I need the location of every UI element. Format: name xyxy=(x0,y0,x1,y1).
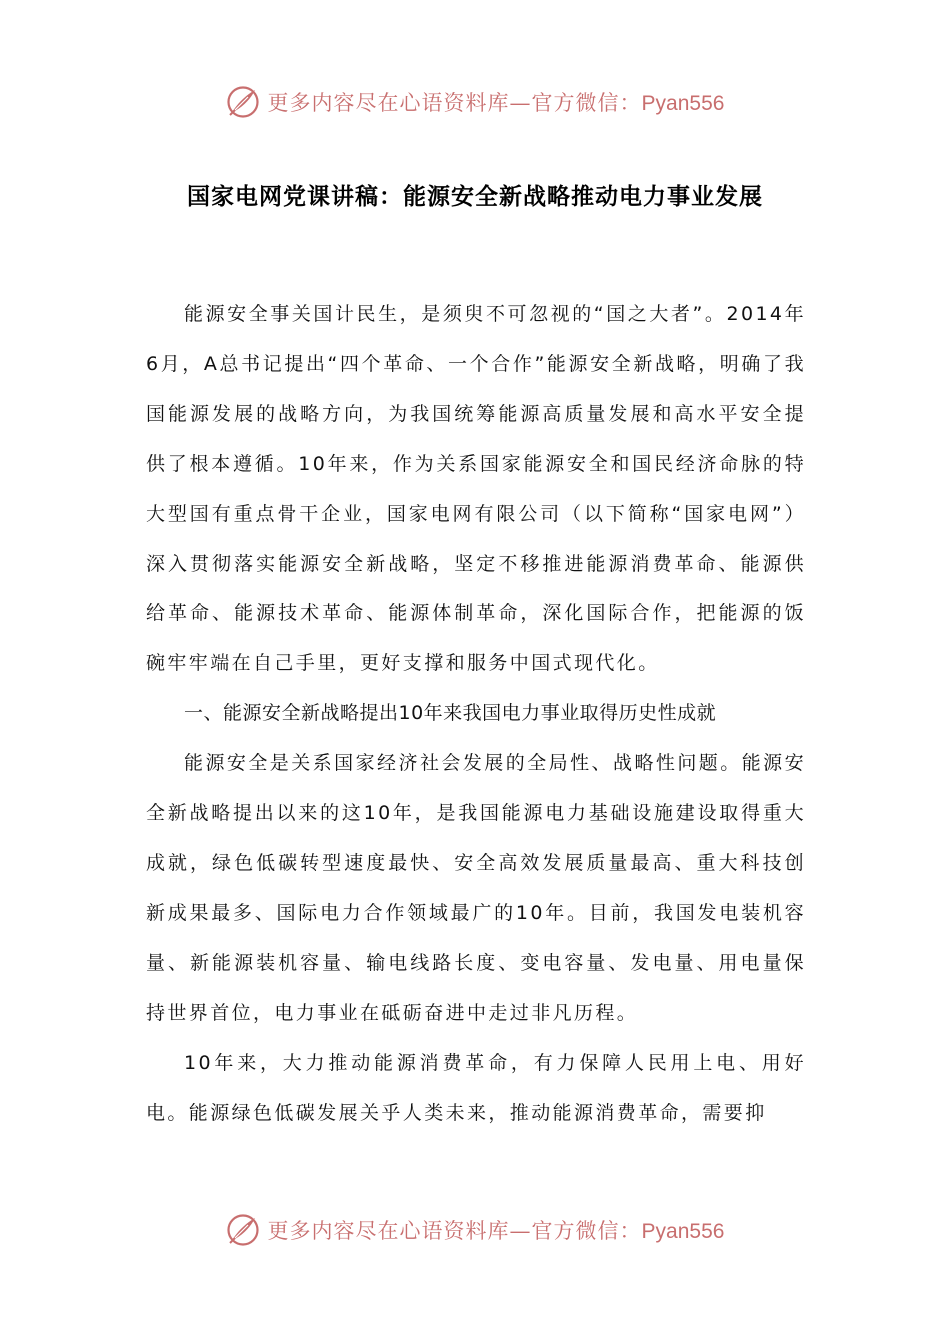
quill-pen-logo-icon xyxy=(226,1213,260,1247)
watermark-text: 更多内容尽在心语资料库—官方微信：Pyan556 xyxy=(267,1219,725,1243)
watermark-wechat-id: Pyan556 xyxy=(641,1220,725,1243)
document-title: 国家电网党课讲稿：能源安全新战略推动电力事业发展 xyxy=(187,184,763,210)
watermark-group xyxy=(226,1213,725,1247)
watermark-group xyxy=(226,85,725,119)
document-body xyxy=(146,290,806,1138)
paragraph-consumption-revolution: 10年来，大力推动能源消费革命，有力保障人民用上电、用好电。能源绿色低碳发展关乎人类未来，推动能源消费革命，需要抑 xyxy=(146,1051,806,1124)
watermark-wechat-id: Pyan556 xyxy=(641,92,725,115)
watermark-footer xyxy=(0,1208,950,1252)
paragraph-intro: 能源安全事关国计民生，是须臾不可忽视的“国之大者”。2014年6月，A总书记提出“四个革命、一个合作”能源安全新战略，明确了我国能源发展的战略方向，为我国统筹能源高质量发展和高水平安全提供了根本遵循。10年来，作为关系国家能源安全和国民经济命脉的特大型国有重点骨干企业，国家电网有限公司（以下简称“国家电网”）深入贯彻落实能源安全新战略，坚定不移推进能源消费革命、能源供给革命、能源技术革命、能源体制革命，深化国际合作，把能源的饭碗牢牢端在自己手里，更好支撑和服务中国式现代化。 xyxy=(146,303,806,675)
section-heading-1: 一、能源安全新战略提出10年来我国电力事业取得历史性成就 xyxy=(184,702,717,725)
watermark-text: 更多内容尽在心语资料库—官方微信：Pyan556 xyxy=(267,91,725,115)
watermark-header xyxy=(0,80,950,124)
paragraph-achievements: 能源安全是关系国家经济社会发展的全局性、战略性问题。能源安全新战略提出以来的这10年，是我国能源电力基础设施建设取得重大成就，绿色低碳转型速度最快、安全高效发展质量最高、重大科技创新成果最多、国际电力合作领域最广的10年。目前，我国发电装机容量、新能源装机容量、输电线路长度、变电容量、发电量、用电量保持世界首位，电力事业在砥砺奋进中走过非凡历程。 xyxy=(146,752,806,1024)
quill-pen-logo-icon xyxy=(226,85,260,119)
